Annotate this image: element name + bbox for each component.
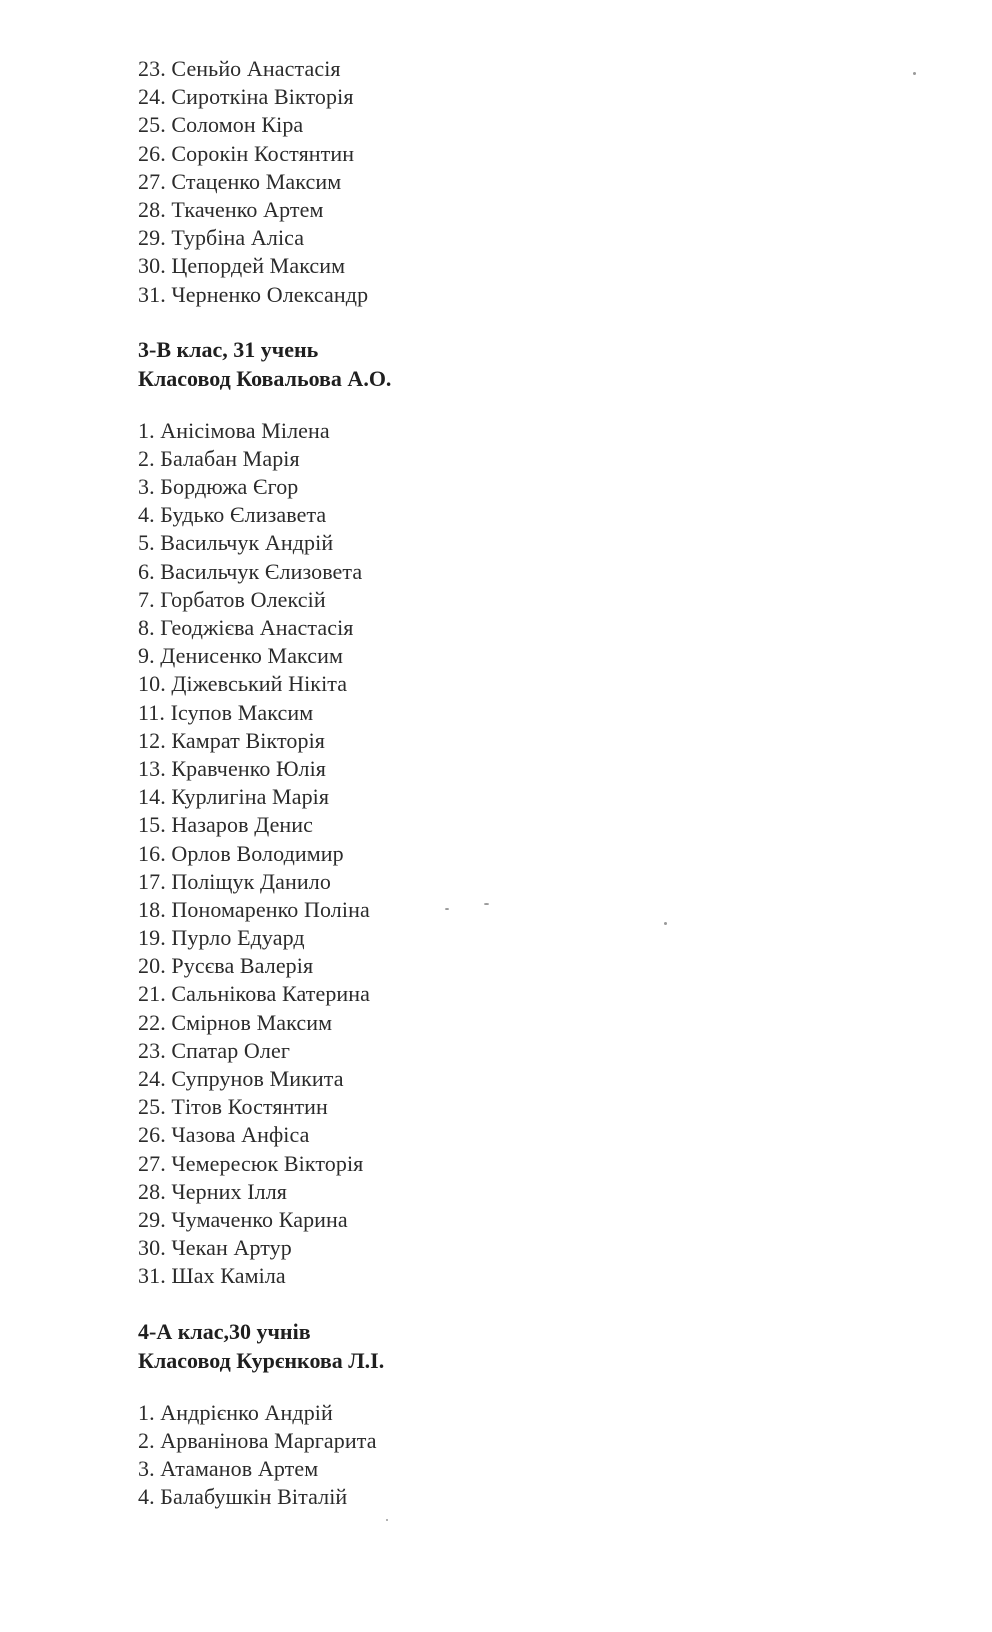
class-3v-student-list <box>138 417 938 1291</box>
list-item: 26. Сорокін Костянтин <box>138 140 355 166</box>
list-item: 31. Черненко Олександр <box>138 281 369 307</box>
list-item: 2. Арванінова Маргарита <box>138 1427 377 1453</box>
list-item: 16. Орлов Володимир <box>138 840 344 866</box>
list-item: 3. Бордюжа Єгор <box>138 474 299 500</box>
list-item: 25. Соломон Кіра <box>138 112 304 138</box>
class-4a-teacher: Класовод Курєнкова Л.І. <box>138 1347 385 1373</box>
list-item: 30. Цепордей Максим <box>138 253 346 279</box>
scan-speck <box>445 908 449 910</box>
list-item: 14. Курлигіна Марія <box>138 784 330 810</box>
list-item: 1. Анісімова Мілена <box>138 417 330 443</box>
class-3v-title: 3-В клас, 31 учень <box>138 336 319 362</box>
list-item: 2. Балабан Марія <box>138 445 300 471</box>
list-item: 24. Сироткіна Вікторія <box>138 84 354 110</box>
scan-speck <box>664 922 667 925</box>
scan-speck <box>484 903 489 905</box>
list-item: 10. Діжевський Нікіта <box>138 671 348 697</box>
list-item: 13. Кравченко Юлія <box>138 755 326 781</box>
document-page <box>138 55 938 1511</box>
list-item: 29. Чумаченко Карина <box>138 1206 348 1232</box>
list-item: 28. Ткаченко Артем <box>138 196 324 222</box>
list-item: 25. Тітов Костянтин <box>138 1094 328 1120</box>
list-item: 28. Черних Ілля <box>138 1178 288 1204</box>
list-item: 27. Стаценко Максим <box>138 168 342 194</box>
list-item: 31. Шах Каміла <box>138 1263 286 1289</box>
list-item: 4. Будько Єлизавета <box>138 502 327 528</box>
list-item: 27. Чемересюк Вікторія <box>138 1150 364 1176</box>
scan-speck <box>386 1519 388 1521</box>
list-item: 12. Камрат Вікторія <box>138 727 326 753</box>
list-item: 22. Смірнов Максим <box>138 1009 333 1035</box>
continued-student-list <box>138 55 938 309</box>
list-item: 4. Балабушкін Віталій <box>138 1484 348 1510</box>
class-3v-teacher: Класовод Ковальова А.О. <box>138 365 392 391</box>
list-item: 26. Чазова Анфіса <box>138 1122 310 1148</box>
class-4a-student-list <box>138 1399 938 1512</box>
list-item: 15. Назаров Денис <box>138 812 314 838</box>
list-item: 17. Поліщук Данило <box>138 868 331 894</box>
list-item: 3. Атаманов Артем <box>138 1455 319 1481</box>
list-item: 24. Супрунов Микита <box>138 1066 344 1091</box>
list-item: 8. Геоджієва Анастасія <box>138 615 354 640</box>
class-4a-title: 4-А клас,30 учнів <box>138 1318 311 1344</box>
list-item: 29. Турбіна Аліса <box>138 225 305 251</box>
list-item: 23. Сеньйо Анастасія <box>138 56 341 81</box>
list-item: 6. Васильчук Єлизовета <box>138 558 363 584</box>
list-item: 5. Васильчук Андрій <box>138 530 334 556</box>
list-item: 9. Денисенко Максим <box>138 643 344 669</box>
list-item: 30. Чекан Артур <box>138 1235 292 1261</box>
list-item: 23. Спатар Олег <box>138 1037 290 1063</box>
list-item: 21. Сальнікова Катерина <box>138 981 371 1007</box>
list-item: 11. Ісупов Максим <box>138 699 314 725</box>
list-item: 7. Горбатов Олексій <box>138 586 326 612</box>
scan-speck <box>913 72 916 75</box>
list-item: 19. Пурло Едуард <box>138 925 305 951</box>
list-item: 1. Андрієнко Андрій <box>138 1399 333 1425</box>
list-item: 18. Пономаренко Поліна <box>138 896 370 922</box>
list-item: 20. Русєва Валерія <box>138 953 314 979</box>
